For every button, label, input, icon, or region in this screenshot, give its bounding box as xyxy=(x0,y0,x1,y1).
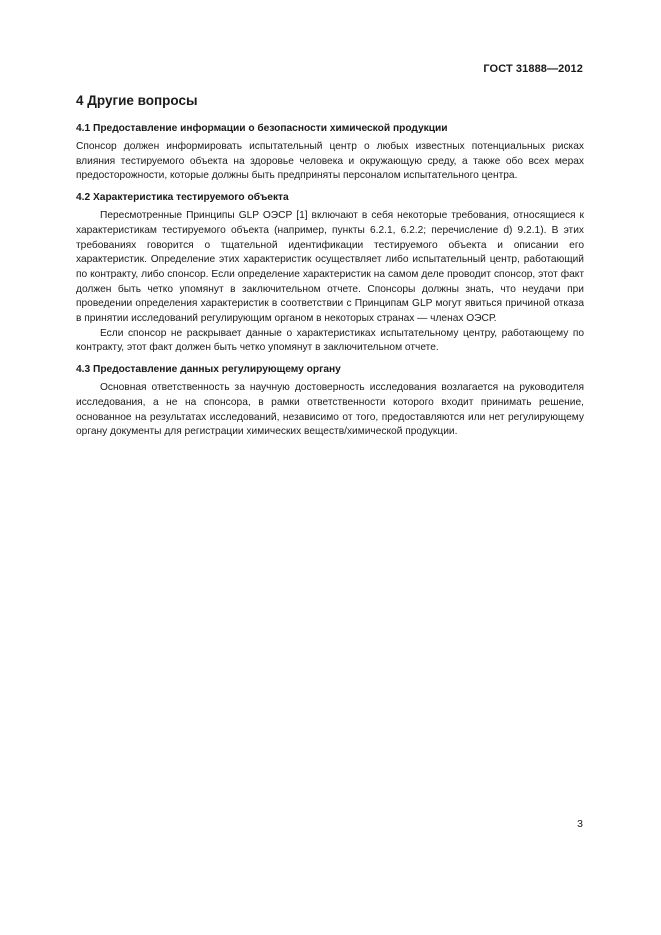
subsection-title: 4.3 Предоставление данных регулирующему органу xyxy=(76,364,341,376)
document-body xyxy=(76,93,584,446)
paragraph xyxy=(76,327,584,356)
paragraph xyxy=(76,209,584,327)
subsection-4-3 xyxy=(76,363,584,440)
page-number: 3 xyxy=(577,818,583,830)
subsection-4-2 xyxy=(76,191,584,356)
paragraph-text: Спонсор должен информировать испытательный центр о любых известных потенциальных рисках влияния тестируемого объекта на здоровье человека и окружающую среду, а также обо всех мерах предосторожности, которые должны быть предприняты персоналом испытательного центра. xyxy=(76,141,584,182)
subsection-title: 4.2 Характеристика тестируемого объекта xyxy=(76,192,289,204)
paragraph-text: Пересмотренные Принципы GLP ОЭСР [1] включают в себя некоторые требования, относящиеся к характеристикам тестируемого объекта (например, пункты 6.2.1, 6.2.2; перечисление d) 9.2.1). В этих требованиях говорится о тщательной идентификации тестируемого объекта и описании его характеристик. Определение этих характеристик осуществляет либо испытательный центр, работающий по контракту, либо спонсор. Если определение характеристик на самом деле проводит спонсор, этот факт должен быть четко упомянут в заключительном отчете. Спонсоры должны знать, что неудачи при проведении определения характеристик в соответствии с Принципам GLP могут явиться причиной отказа в принятии исследований регулирующим органом в некоторых странах — членах ОЭСР. xyxy=(76,210,584,325)
paragraph-text: Основная ответственность за научную достоверность исследования возлагается на руководителя исследования, а не на спонсора, в рамки ответственности которого входит принимать решение, основанное на результатах исследований, независимо от того, предоставляются или нет регулирующему органу документы для регистрации химических веществ/химической продукции. xyxy=(76,382,584,438)
paragraph xyxy=(76,381,584,440)
subsection-title: 4.1 Предоставление информации о безопасности химической продукции xyxy=(76,123,448,134)
paragraph-text: Если спонсор не раскрывает данные о характеристиках испытательному центру, работающему по контракту, этот факт должен быть четко упомянут в заключительном отчете. xyxy=(76,327,584,354)
subsection-4-1 xyxy=(76,122,584,184)
standard-code: ГОСТ 31888—2012 xyxy=(483,63,583,75)
section-title: 4 Другие вопросы xyxy=(76,93,198,108)
paragraph xyxy=(76,140,584,184)
